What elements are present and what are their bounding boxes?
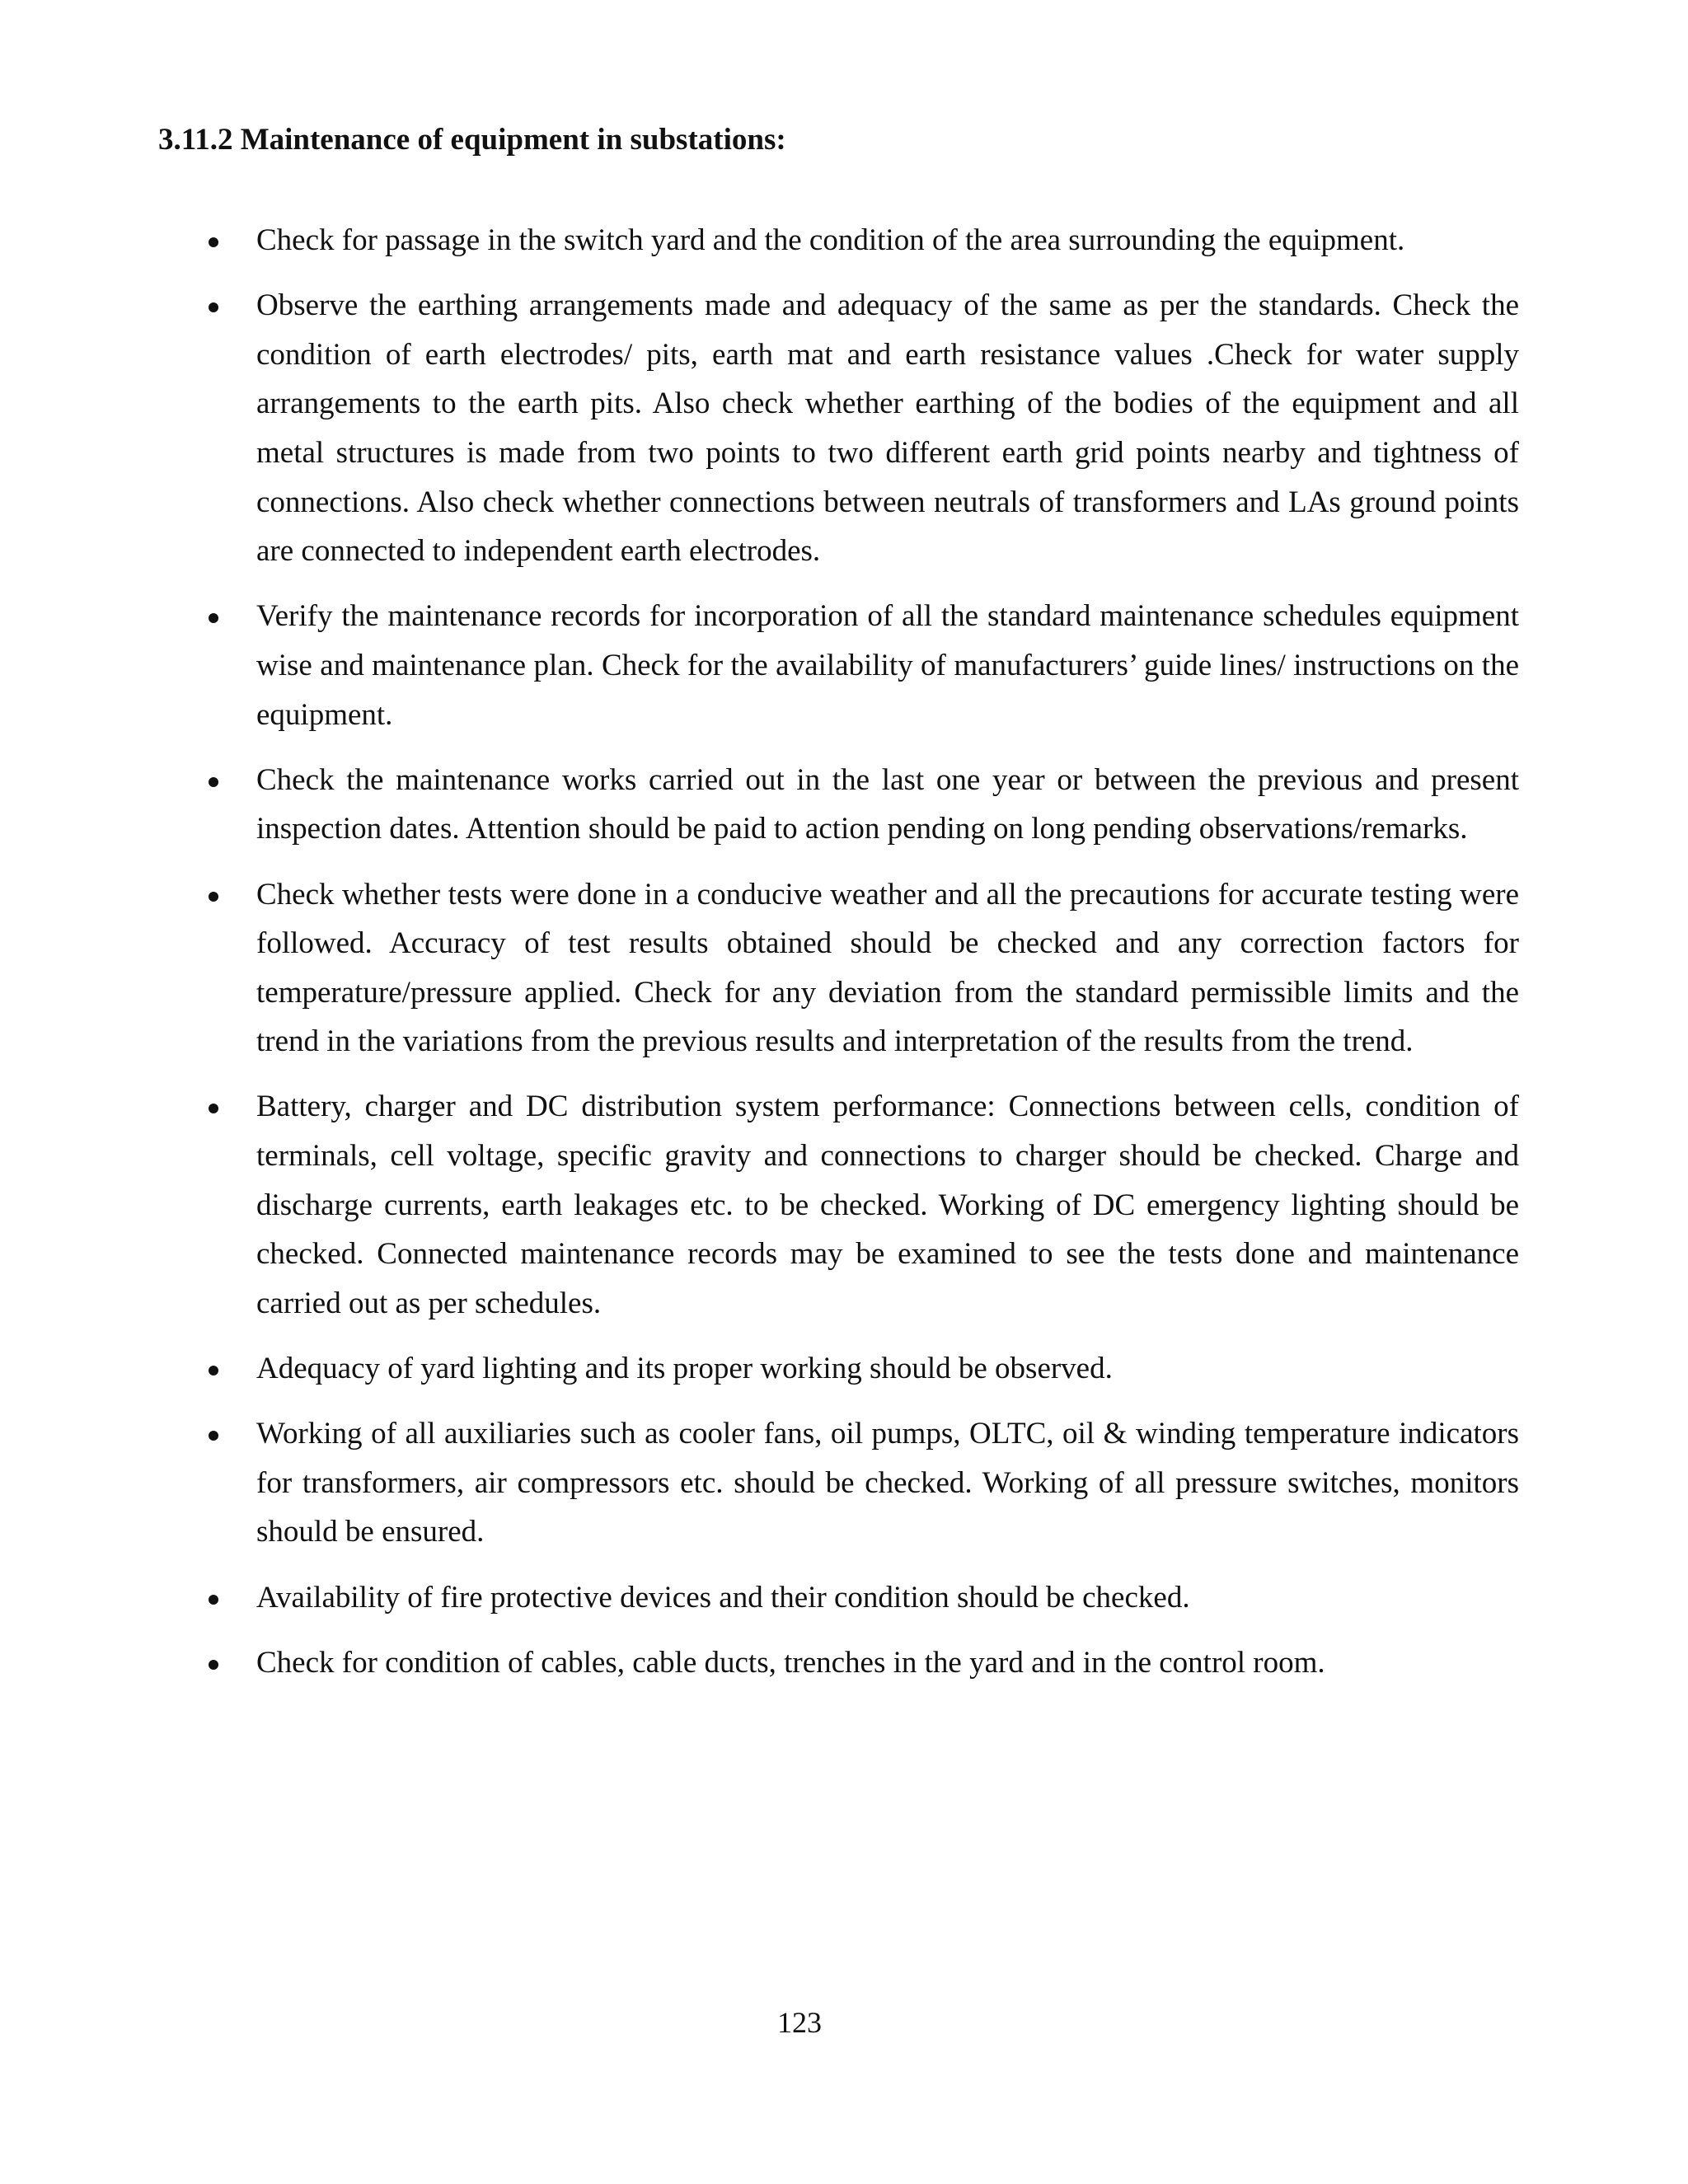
bullet-icon [209, 613, 218, 623]
list-item-text: Check whether tests were done in a conducive weather and all the precautions for accurate testing were followed. Accuracy of test results obtained should be checked and any correction factors for temperature/pressure applied. Check for any deviation from the standard permissible limits and the trend in the variations from the previous results and interpretation of the results from the trend. [256, 877, 1519, 1059]
list-item [202, 1638, 1519, 1688]
bullet-icon [209, 1431, 218, 1441]
list-item-text: Check the maintenance works carried out in the last one year or between the previous and present inspection dates. Attention should be paid to action pending on long pending observations/remarks. [256, 762, 1519, 846]
page-number: 123 [777, 2006, 822, 2039]
list-item [202, 281, 1519, 576]
bullet-icon [209, 237, 218, 247]
list-item [202, 870, 1519, 1066]
bullet-icon [209, 302, 218, 312]
section-heading: 3.11.2 Maintenance of equipment in substations: [158, 123, 786, 157]
list-item-text: Verify the maintenance records for incorporation of all the standard maintenance schedules equipment wise and maintenance plan. Check for the availability of manufacturers’ guide lines/ instructions on the equipment. [256, 599, 1519, 732]
list-item [202, 756, 1519, 854]
list-item [202, 216, 1519, 265]
bullet-icon [209, 1595, 218, 1605]
list-item-text: Availability of fire protective devices and their condition should be checked. [256, 1580, 1190, 1615]
list-item-text: Battery, charger and DC distribution system performance: Connections between cells, condition of terminals, cell voltage, specific gravity and connections to charger should be checked. Charge and discharge currents, earth leakages etc. to be checked. Working of DC emergency lighting should be checked. Connected maintenance records may be examined to see the tests done and maintenance carried out as per schedules. [256, 1090, 1519, 1320]
list-item [202, 1082, 1519, 1328]
list-item-text: Observe the earthing arrangements made and adequacy of the same as per the standards. Check the condition of earth electrodes/ pits, earth mat and earth resistance values .Check for water supply arrangements to the earth pits. Also check whether earthing of the bodies of the equipment and all metal structures is made from two points to two different earth grid points nearby and tightness of connections. Also check whether connections between neutrals of transformers and LAs ground points are connected to independent earth electrodes. [256, 288, 1519, 569]
list-item [202, 1344, 1519, 1394]
list-item [202, 1573, 1519, 1623]
list-item [202, 1409, 1519, 1557]
list-item-text: Working of all auxiliaries such as cooler fans, oil pumps, OLTC, oil & winding temperature indicators for transformers, air compressors etc. should be checked. Working of all pressure switches, monitors should be ensured. [256, 1417, 1519, 1549]
maintenance-checklist [202, 216, 1519, 1704]
bullet-icon [209, 777, 218, 787]
bullet-icon [209, 892, 218, 902]
bullet-icon [209, 1660, 218, 1670]
bullet-icon [209, 1104, 218, 1113]
bullet-icon [209, 1366, 218, 1376]
list-item-text: Check for condition of cables, cable ducts, trenches in the yard and in the control room. [256, 1645, 1325, 1680]
list-item-text: Check for passage in the switch yard and the condition of the area surrounding the equipment. [256, 223, 1405, 257]
list-item [202, 592, 1519, 739]
list-item-text: Adequacy of yard lighting and its proper working should be observed. [256, 1352, 1113, 1386]
